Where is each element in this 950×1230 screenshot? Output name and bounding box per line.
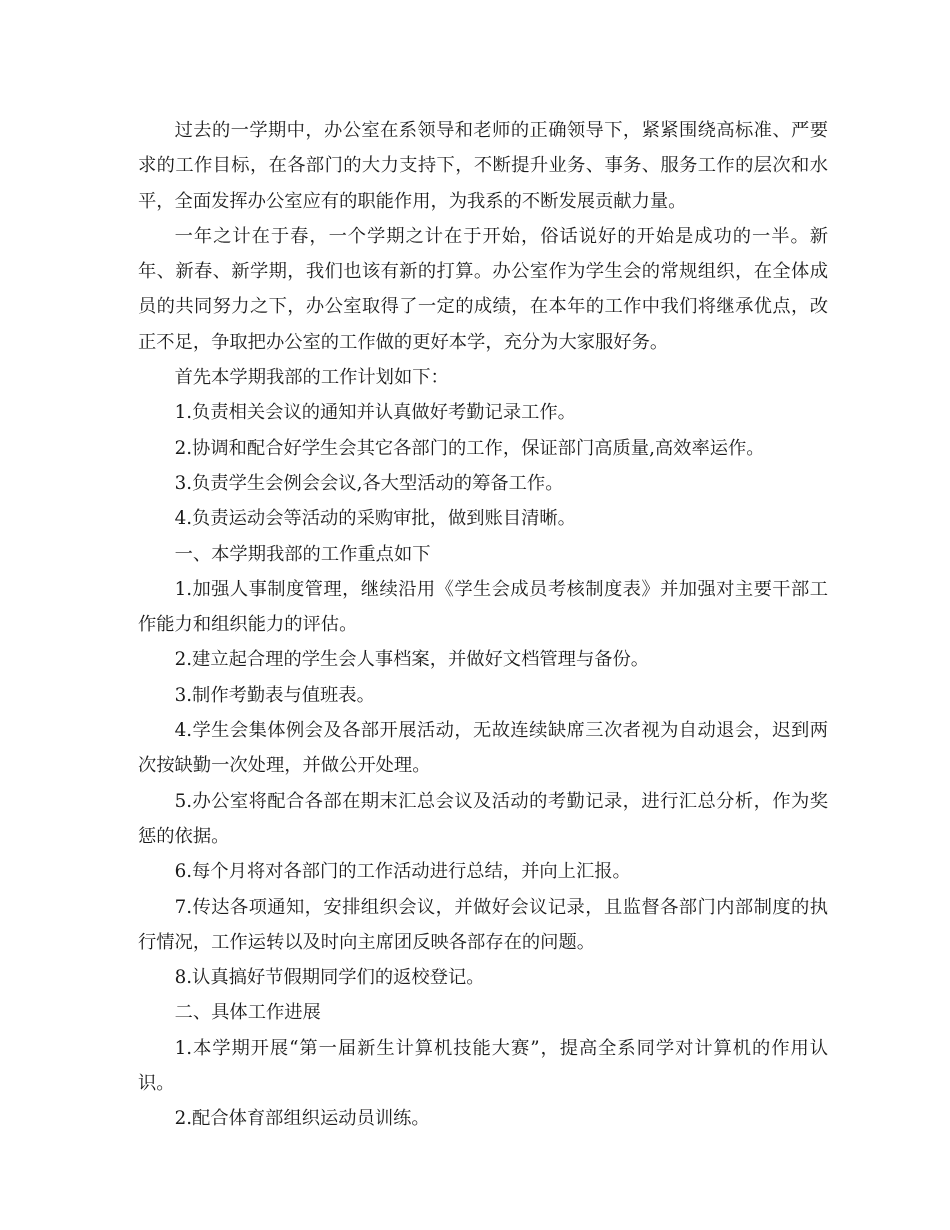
focus-item-2: 2.建立起合理的学生会人事档案，并做好文档管理与备份。	[174, 649, 650, 671]
focus-item-8: 8.认真搞好节假期同学们的返校登记。	[174, 967, 485, 989]
progress-item-2: 2.配合体育部组织运动员训练。	[174, 1108, 430, 1130]
plan-item-1: 1.负责相关会议的通知并认真做好考勤记录工作。	[174, 402, 576, 424]
focus-item-6: 6.每个月将对各部门的工作活动进行总结，并向上汇报。	[174, 861, 631, 883]
paragraph-intro: 过去的一学期中，办公室在系领导和老师的正确领导下，紧紧围绕高标准、严要求的工作目标，在各部门的大力支持下，不断提升业务、事务、服务工作的层次和水平，全面发挥办公室应有的职能作用，为我系的不断发展贡献力量。	[138, 120, 828, 212]
focus-item-3: 3.制作考勤表与值班表。	[174, 684, 375, 706]
focus-item-4: 4.学生会集体例会及各部开展活动，无故连续缺席三次者视为自动退会，迟到两次按缺勤一次处理，并做公开处理。	[138, 720, 828, 777]
progress-item-1: 1.本学期开展“第一届新生计算机技能大赛”，提高全系同学对计算机的作用认识。	[138, 1037, 828, 1095]
plan-item-2: 2.协调和配合好学生会其它各部门的工作，保证部门高质量,高效率运作。	[174, 437, 765, 459]
plan-heading: 首先本学期我部的工作计划如下：	[174, 367, 449, 389]
plan-item-3: 3.负责学生会例会会议,各大型活动的筹备工作。	[174, 472, 564, 494]
focus-item-1: 1.加强人事制度管理，继续沿用《学生会成员考核制度表》并加强对主要干部工作能力和组织能力的评估。	[138, 578, 828, 636]
focus-item-7: 7.传达各项通知，安排组织会议，并做好会议记录，且监督各部门内部制度的执行情况，工作运转以及时向主席团反映各部存在的问题。	[138, 896, 828, 953]
document-body	[138, 113, 828, 1137]
focus-item-5: 5.办公室将配合各部在期末汇总会议及活动的考勤记录，进行汇总分析，作为奖惩的依据。	[138, 790, 828, 847]
section-heading-progress: 二、具体工作进展	[174, 1002, 321, 1024]
plan-item-4: 4.负责运动会等活动的采购审批，做到账目清晰。	[174, 508, 576, 530]
paragraph-new-semester: 一年之计在于春，一个学期之计在于开始，俗话说好的开始是成功的一半。新年、新春、新学期，我们也该有新的打算。办公室作为学生会的常规组织，在全体成员的共同努力之下，办公室取得了一定的成绩，在本年的工作中我们将继承优点，改正不足，争取把办公室的工作做的更好本学，充分为大家服好务。	[138, 225, 828, 353]
section-heading-focus: 一、本学期我部的工作重点如下	[174, 543, 431, 565]
